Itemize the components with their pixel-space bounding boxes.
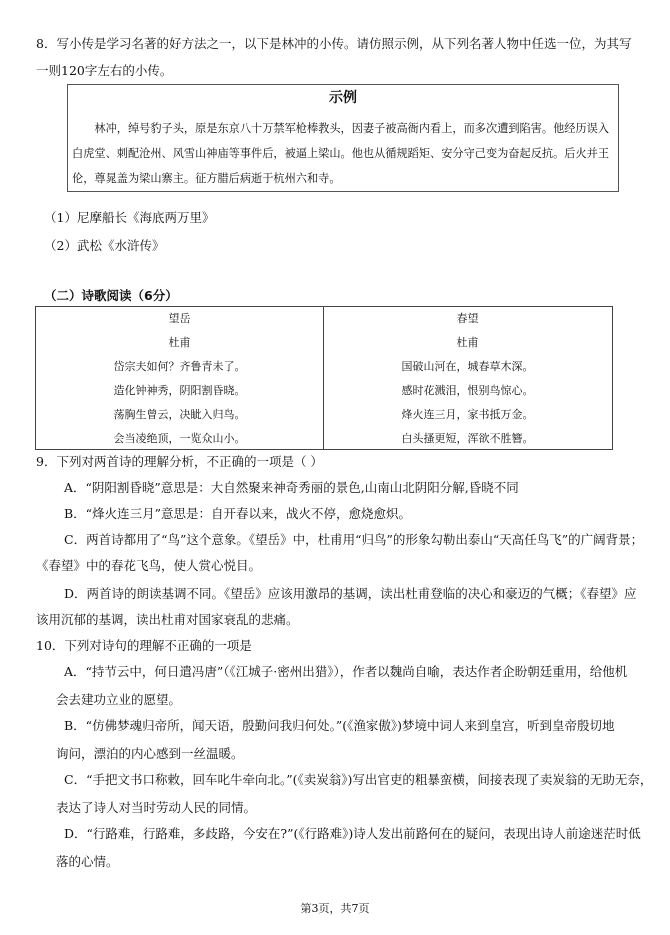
poem-column-1 — [36, 307, 323, 451]
poem-table — [35, 306, 613, 450]
poem-author: 杜甫 — [168, 336, 191, 349]
q10-option-c-cont: 表达了诗人对当时劳动人民的同情。 — [56, 800, 257, 815]
question-9-stem: 9．下列对两首诗的理解分析，不正确的一项是（ ） — [36, 454, 323, 469]
poem-line: 国破山河在，城春草木深。 — [401, 360, 534, 373]
example-body: 林冲，绰号豹子头，原是东京八十万禁军枪棒教头，因妻子被高衙内看上，而多次遭到陷害。他经历误入白虎堂、刺配沧州、风雪山神庙等事件后，被逼上梁山。他也从循规蹈矩、安分守己变为奋起反抗。后火并王伦，尊晁盖为梁山寨主。征方腊后病逝于杭州六和寺。 — [72, 122, 610, 185]
question-10-stem: 10．下列对诗句的理解不正确的一项是 — [36, 638, 252, 653]
q9-option-c: C．两首诗都用了“鸟”这个意象。《望岳》中，杜甫用“归鸟”的形象勾勒出泰山“天高任鸟飞”的广阔背景； — [64, 532, 644, 547]
poem-line: 荡胸生曾云，决眦入归鸟。 — [113, 408, 246, 421]
q9-option-d-cont: 该用沉郁的基调，读出杜甫对国家衰乱的悲痛。 — [36, 612, 299, 627]
q10-option-b-cont: 询问，漂泊的内心感到一丝温暖。 — [56, 746, 244, 761]
poem-title: 春望 — [456, 312, 479, 325]
q8-option-1: （1）尼摩船长《海底两万里》 — [44, 210, 215, 225]
poem-line: 白头搔更短，浑欲不胜簪。 — [401, 432, 534, 445]
example-box — [67, 84, 619, 192]
section-heading-poetry: （二）诗歌阅读（6分） — [44, 288, 178, 303]
page-footer: 第3页，共7页 — [300, 902, 370, 915]
q10-option-d: D．“行路难，行路难，多歧路，今安在?”(《行路难》)诗人发出前路何在的疑问，表现出诗人前途迷茫时低 — [64, 826, 641, 841]
q9-option-c-cont: 《春望》中的春花飞鸟，使人赏心悦目。 — [36, 558, 262, 573]
poem-author: 杜甫 — [456, 336, 479, 349]
poem-title: 望岳 — [168, 312, 191, 325]
poem-column-2 — [324, 307, 611, 451]
poem-line: 烽火连三月，家书抵万金。 — [401, 408, 534, 421]
q10-option-b: B．“仿佛梦魂归帝所，闻天语，殷勤问我归何处。”(《渔家傲》)梦境中词人来到皇宫，听到皇帝殷切地 — [64, 718, 615, 733]
q9-option-b: B．“烽火连三月”意思是：自开春以来，战火不停，愈烧愈炽。 — [64, 506, 411, 521]
poem-line: 感时花溅泪，恨别鸟惊心。 — [401, 384, 534, 397]
poem-line: 造化钟神秀，阴阳割昏晓。 — [113, 384, 246, 397]
poem-line: 岱宗夫如何？齐鲁青未了。 — [113, 360, 246, 373]
q10-option-a-cont: 会去建功立业的愿望。 — [56, 692, 182, 707]
example-title: 示例 — [329, 90, 357, 106]
q10-option-d-cont: 落的心情。 — [56, 854, 119, 869]
q8-option-2: （2）武松《水浒传》 — [44, 238, 165, 253]
q9-option-a: A．“阴阳割昏晓”意思是：大自然聚来神奇秀丽的景色,山南山北阴阳分解,昏晓不同 — [64, 480, 519, 495]
question-8-stem: 8．写小传是学习名著的好方法之一，以下是林冲的小传。请仿照示例，从下列名著人物中任选一位，为其写一则120字左右的小传。 — [36, 36, 632, 78]
q9-option-d: D．两首诗的朗读基调不同。《望岳》应该用激昂的基调，读出杜甫登临的决心和豪迈的气概；《春望》应 — [64, 586, 637, 601]
q10-option-c: C．“手把文书口称敕，回车叱牛牵向北。”(《卖炭翁》)写出官吏的粗暴蛮横，间接表现了卖炭翁的无助无奈， — [64, 772, 653, 787]
poem-line: 会当凌绝顶，一览众山小。 — [113, 432, 246, 445]
q10-option-a: A．“持节云中，何日遣冯唐”（《江城子·密州出猎》），作者以魏尚自喻，表达作者企盼朝廷重用，给他机 — [64, 664, 628, 679]
